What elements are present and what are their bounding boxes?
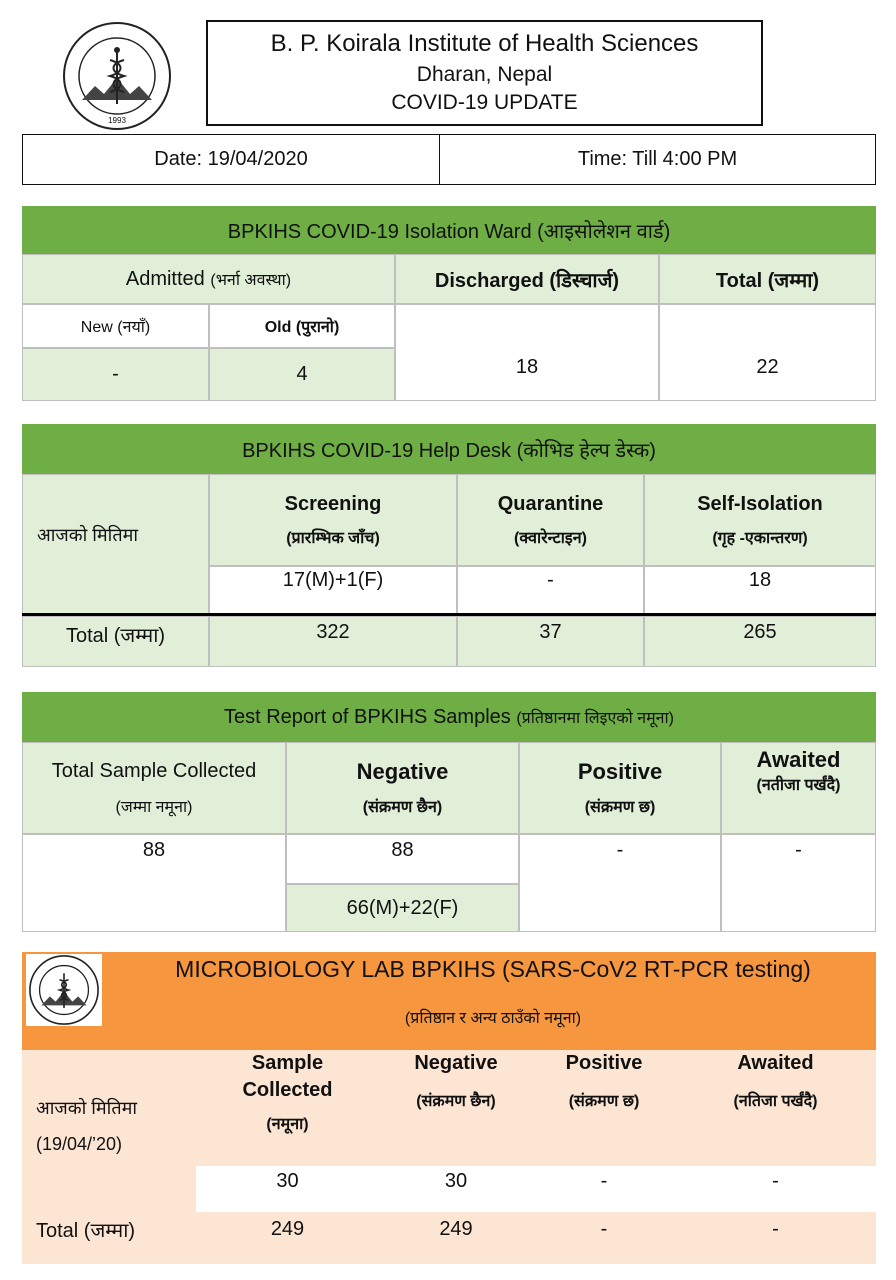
helpdesk-total-label: Total (जम्मा)	[22, 616, 209, 667]
title-box	[206, 20, 763, 126]
quarantine-header	[457, 474, 644, 566]
testreport-title	[22, 692, 876, 742]
positive-header	[519, 742, 721, 834]
isolation-title: BPKIHS COVID-19 Isolation Ward (आइसोलेशन वार्ड)	[22, 206, 876, 254]
today-screening: 17(M)+1(F)	[209, 566, 457, 614]
microlab-subtitle: (प्रतिष्ठान र अन्य ठाउँको नमूना)	[404, 1010, 582, 1027]
quarantine-label-en: Quarantine	[497, 492, 604, 515]
location: Dharan, Nepal	[416, 62, 553, 86]
microlab-logo	[26, 954, 102, 1026]
logo-year: 1993	[108, 116, 126, 125]
awaited-header	[721, 742, 876, 834]
today-quarantine: -	[457, 566, 644, 614]
collected-label-en: Total Sample Collected	[51, 759, 257, 782]
microlab-today-date: (19/04/’20)	[36, 1134, 123, 1155]
collected-label-np: (जम्मा नमूना)	[115, 798, 193, 816]
negative-value: 88	[286, 834, 519, 884]
negative-label-en: Negative	[356, 759, 449, 785]
total-header: Total (जम्मा)	[659, 254, 876, 304]
old-value: 4	[209, 348, 395, 401]
positive-label-np: (संक्रमण छ)	[584, 799, 656, 817]
time-cell: Time: Till 4:00 PM	[439, 134, 876, 185]
microlab-title: MICROBIOLOGY LAB BPKIHS (SARS-CoV2 RT-PCR testing)	[175, 956, 811, 982]
ml-positive-header	[533, 1050, 675, 1113]
testreport-title-np: (प्रतिष्ठानमा लिइएको नमूना)	[516, 710, 675, 727]
update-title: COVID-19 UPDATE	[391, 91, 578, 115]
ml-today-positive: -	[600, 1169, 608, 1192]
awaited-label-en: Awaited	[756, 747, 841, 772]
ml-total-negative: 249	[439, 1217, 473, 1240]
screening-label-np: (प्रारम्भिक जाँच)	[286, 529, 380, 547]
ml-total-positive: -	[600, 1217, 608, 1240]
ml-awaited-header	[675, 1050, 876, 1113]
new-value: -	[22, 348, 209, 401]
microlab-today-label: आजको मितिमा	[36, 1098, 138, 1118]
negative-header	[286, 742, 519, 834]
admitted-label-en: Admitted	[125, 267, 205, 290]
negative-breakdown: 66(M)+22(F)	[286, 884, 519, 932]
screening-header	[209, 474, 457, 566]
microlab-today	[36, 1096, 196, 1157]
sample-label-en-1: Sample	[251, 1052, 324, 1074]
ml-positive-label-en: Positive	[565, 1052, 643, 1074]
ml-positive-label-np: (संक्रमण छ)	[568, 1093, 640, 1110]
ml-awaited-label-np: (नतिजा पर्खंदै)	[733, 1093, 818, 1110]
total-selfiso: 265	[644, 616, 876, 667]
discharged-header: Discharged (डिस्चार्ज)	[395, 254, 659, 304]
sample-label-en-2: Collected	[242, 1079, 333, 1101]
screening-label-en: Screening	[284, 492, 382, 515]
positive-value: -	[519, 834, 721, 932]
selfiso-label-np: (गृह -एकान्तरण)	[712, 529, 808, 547]
total-screening: 322	[209, 616, 457, 667]
helpdesk-title: BPKIHS COVID-19 Help Desk (कोभिड हेल्प डेस्क)	[22, 424, 876, 474]
ml-today-sample: 30	[276, 1169, 299, 1192]
old-label: Old (पुरानो)	[209, 304, 395, 348]
ml-negative-label-np: (संक्रमण छैन)	[416, 1093, 496, 1110]
today-selfiso: 18	[644, 566, 876, 614]
testreport-title-en: Test Report of BPKIHS Samples	[223, 705, 511, 728]
awaited-label-np: (नतीजा पर्खंदै)	[756, 776, 841, 794]
sample-header	[196, 1050, 379, 1162]
institute-title: B. P. Koirala Institute of Health Sciences	[270, 30, 699, 58]
admitted-header	[22, 254, 395, 304]
quarantine-label-np: (क्वारेन्टाइन)	[514, 529, 587, 547]
admitted-label-np: (भर्ना अवस्था)	[210, 272, 292, 289]
selfiso-label-en: Self-Isolation	[697, 492, 823, 515]
negative-label-np: (संक्रमण छैन)	[362, 799, 443, 817]
discharged-value: 18	[395, 304, 659, 401]
ml-total-sample: 249	[270, 1217, 305, 1240]
date-cell: Date: 19/04/2020	[22, 134, 440, 185]
ml-today-awaited: -	[772, 1169, 779, 1192]
ml-today-negative: 30	[444, 1169, 468, 1192]
positive-label-en: Positive	[577, 759, 663, 785]
ml-negative-label-en: Negative	[414, 1052, 498, 1074]
collected-header	[22, 742, 286, 834]
ml-awaited-label-en: Awaited	[737, 1052, 814, 1074]
selfiso-header	[644, 474, 876, 566]
new-label: New (नयाँ)	[22, 304, 209, 348]
total-quarantine: 37	[457, 616, 644, 667]
ml-total-label: Total (जम्मा)	[36, 1220, 136, 1242]
ml-total-awaited: -	[772, 1217, 779, 1240]
collected-value: 88	[22, 834, 286, 932]
sample-label-np: (नमूना)	[266, 1116, 309, 1133]
total-value: 22	[659, 304, 876, 401]
ml-negative-header	[379, 1050, 533, 1113]
awaited-value: -	[721, 834, 876, 932]
logo-emblem-icon	[26, 954, 102, 1026]
helpdesk-today-label: आजको मितिमा	[22, 474, 209, 614]
